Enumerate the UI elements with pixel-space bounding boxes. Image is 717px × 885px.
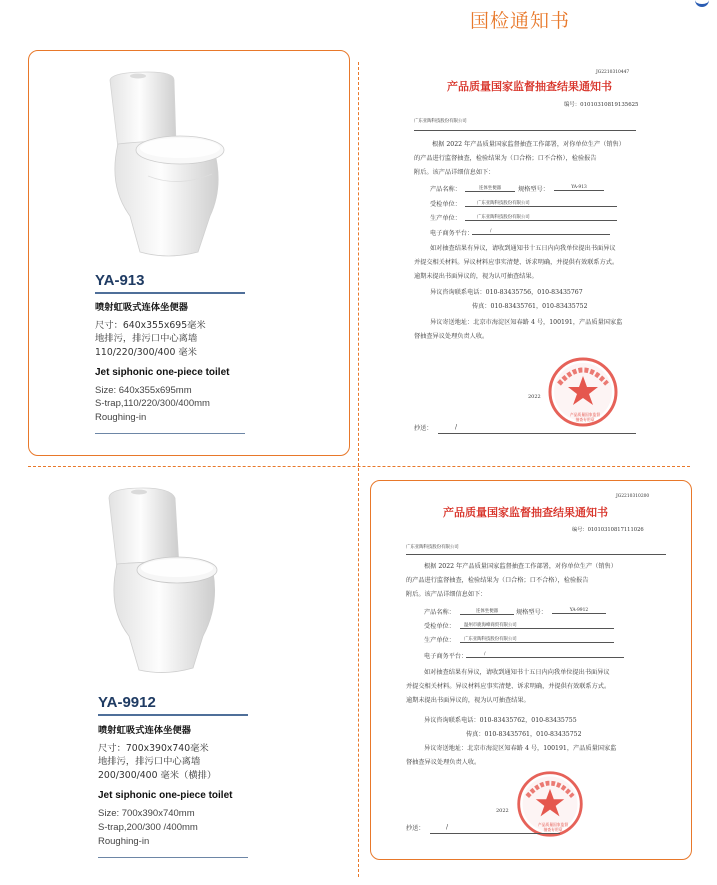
horizontal-divider	[28, 466, 690, 467]
company-underline	[406, 554, 666, 555]
field-value: 广东亚陶科技股份有限公司	[465, 200, 617, 207]
vertical-divider	[358, 62, 359, 877]
date-mark: 2022	[496, 808, 509, 814]
cn-spec-line: 尺寸：640x355x695毫米	[95, 320, 206, 331]
cc-underline	[438, 433, 636, 434]
paragraph-line: 根据 2022 年产品质量国家监督抽查工作部署，对你单位生产（销售）	[424, 563, 617, 570]
spec-underline	[98, 857, 248, 858]
contact-fax: 传真：010-83435761，010-83435752	[466, 731, 582, 738]
model-number: YA-9912	[98, 694, 156, 711]
contact-phone: 异议咨询联系电话：010-83435756，010-83435767	[430, 289, 583, 296]
cn-spec-line: 尺寸：700x390x740毫米	[98, 743, 209, 754]
cc-value: /	[455, 424, 458, 431]
objection-line: 如对抽查结果有异议，请收到通知书十五日内向我单位提出书面异议	[424, 669, 610, 676]
contact-address: 督抽查异议处理负责人收。	[414, 333, 489, 340]
field-value: 连体坐便器	[460, 608, 514, 615]
objection-line: 逾期未提出书面异议的，视为认可抽查结果。	[414, 273, 538, 280]
field-label: 产品名称：	[424, 609, 455, 616]
contact-phone: 异议咨询联系电话：010-83435762，010-83435755	[424, 717, 577, 724]
field-value: 温州市鹿海峰商贸有限公司	[460, 622, 614, 629]
seal-text: 产品质量国家监督抽查专用章	[537, 822, 569, 832]
field-label: 电子商务平台：	[430, 230, 474, 237]
corner-decoration	[695, 0, 709, 7]
objection-line: 并提交相关材料。异议材料应事实清楚、诉求明确，并提供有效联系方式。	[406, 683, 611, 690]
field-label: 受检单位：	[424, 623, 455, 630]
paragraph-line: 附后。该产品详细信息如下：	[406, 591, 487, 598]
en-spec-line: S-trap,110/220/300/400mm	[95, 398, 210, 409]
doc-number: JG2210310447	[596, 70, 630, 75]
field-value: 广东亚陶科技股份有限公司	[465, 214, 617, 221]
cn-spec-line: 200/300/400 毫米（横排）	[98, 770, 217, 781]
contact-address: 异议寄送地址：北京市海淀区知春路 4 号，100191，产品质量国家监	[430, 319, 623, 326]
model-number: YA-913	[95, 272, 145, 289]
en-spec-line: Size: 700x390x740mm	[98, 808, 195, 819]
inspection-notice-1	[400, 64, 658, 444]
contact-address: 督抽查异议处理负责人收。	[406, 759, 481, 766]
notice-number: 编号：01010310817111026	[572, 527, 644, 533]
en-spec-line: Roughing-in	[95, 412, 147, 423]
toilet-image-ya9912	[95, 478, 225, 678]
en-spec-line: Roughing-in	[98, 836, 150, 847]
field-value: /	[472, 229, 610, 235]
cc-label: 抄送：	[414, 425, 433, 432]
paragraph-line: 的产品进行监督抽查，检验结果为（口合格；口不合格），检验报告	[414, 155, 597, 162]
notice-number: 编号：01010310819135625	[564, 102, 639, 108]
model-underline	[95, 292, 245, 294]
objection-line: 逾期未提出书面异议的，视为认可抽查结果。	[406, 697, 530, 704]
cn-product-name: 喷射虹吸式连体坐便器	[95, 302, 188, 313]
notice-title: 产品质量国家监督抽查结果通知书	[443, 506, 608, 519]
notice-title: 产品质量国家监督抽查结果通知书	[447, 80, 612, 93]
field-label: 产品名称：	[430, 186, 461, 193]
company-underline	[414, 130, 636, 131]
en-spec-line: S-trap,200/300 /400mm	[98, 822, 198, 833]
field-value: /	[466, 652, 624, 658]
contact-fax: 传真：010-83435761，010-83435752	[472, 303, 588, 310]
field-label: 生产单位：	[424, 637, 455, 644]
objection-line: 并提交相关材料。异议材料应事实清楚、诉求明确，并提供有效联系方式。	[414, 259, 619, 266]
field-value: YA-9912	[552, 608, 606, 614]
doc-number: JG2210310200	[616, 494, 650, 499]
cn-spec-line: 110/220/300/400 毫米	[95, 347, 197, 358]
en-product-name: Jet siphonic one-piece toilet	[98, 790, 233, 801]
en-spec-line: Size: 640x355x695mm	[95, 385, 192, 396]
cn-spec-line: 地排污，排污口中心离墙	[95, 333, 198, 344]
cc-label: 抄送：	[406, 825, 425, 832]
inspection-notice-2	[396, 492, 676, 852]
cn-spec-line: 地排污，排污口中心离墙	[98, 756, 201, 767]
objection-line: 如对抽查结果有异议，请收到通知书十五日内向我单位提出书面异议	[430, 245, 616, 252]
paragraph-line: 附后。该产品详细信息如下：	[414, 169, 495, 176]
cn-product-name: 喷射虹吸式连体坐便器	[98, 725, 191, 736]
toilet-image-ya913	[88, 66, 238, 266]
field-label: 规格型号：	[518, 186, 549, 193]
model-underline	[98, 714, 248, 716]
date-mark: 2022	[528, 394, 541, 400]
cc-underline	[430, 833, 560, 834]
field-value: 广东亚陶科技股份有限公司	[460, 636, 614, 643]
field-label: 规格型号：	[516, 609, 547, 616]
en-product-name: Jet siphonic one-piece toilet	[95, 367, 230, 378]
contact-address: 异议寄送地址：北京市海淀区知春路 4 号，100191，产品质量国家监	[424, 745, 617, 752]
company-name: 广东亚陶科技股份有限公司	[406, 545, 459, 550]
cc-value: /	[446, 824, 449, 831]
field-value: YA-913	[554, 185, 604, 191]
spec-underline	[95, 433, 245, 434]
field-label: 电子商务平台：	[424, 653, 468, 660]
field-label: 受检单位：	[430, 201, 461, 208]
company-name: 广东亚陶科技股份有限公司	[414, 119, 467, 124]
field-value: 连体坐便器	[465, 185, 515, 192]
page-title: 国检通知书	[470, 10, 571, 32]
seal-text: 产品质量国家监督抽查专用章	[569, 412, 601, 422]
paragraph-line: 根据 2022 年产品质量国家监督抽查工作部署，对你单位生产（销售）	[432, 141, 625, 148]
field-label: 生产单位：	[430, 215, 461, 222]
paragraph-line: 的产品进行监督抽查，检验结果为（口合格；口不合格），检验报告	[406, 577, 589, 584]
